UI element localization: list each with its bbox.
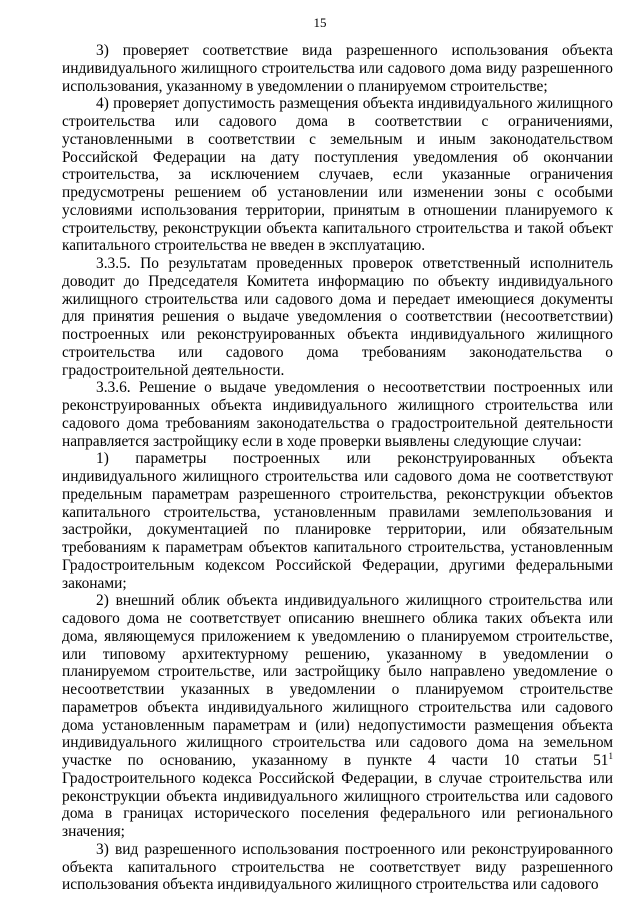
paragraph-3-3-6: 3.3.6. Решение о выдаче уведомления о несоответствии построенных или реконструированных объекта индивидуального жилищного строительства или садового дома требованиям законодательства о градостроительной деятельности направляется застройщику если в ходе проверки выявлены следующие случаи:	[62, 379, 613, 450]
paragraph-case-2-exterior	[62, 592, 613, 841]
paragraph-3-3-5: 3.3.5. По результатам проведенных проверок ответственный исполнитель доводит до Председателя Комитета информацию по объекту индивидуального жилищного строительства или садового дома и передает имеющиеся документы для принятия решения о выдаче уведомления о соответствии (несоответствии) построенных или реконструированных объекта индивидуального жилищного строительства или садового дома требованиям законодательства о градостроительной деятельности.	[62, 255, 613, 379]
paragraph-item-4-check-placement: 4) проверяет допустимость размещения объекта индивидуального жилищного строительства или садового дома в соответствии с ограничениями, установленными в соответствии с земельным и иным законодательством Российской Федерации на дату поступления уведомления об окончании строительства, за исключением случаев, если указанные ограничения предусмотрены решением об установлении или изменении зоны с особыми условиями использования территории, принятым в отношении планируемого к строительству, реконструкции объекта капитального строительства и такой объект капитального строительства не введен в эксплуатацию.	[62, 95, 613, 255]
paragraph-item-3-check-use-type: 3) проверяет соответствие вида разрешенного использования объекта индивидуального жилищного строительства или садового дома виду разрешенного использования, указанному в уведомлении о планируемом строительстве;	[62, 42, 613, 95]
document-body	[62, 42, 613, 894]
paragraph-case-1-parameters: 1) параметры построенных или реконструированных объекта индивидуального жилищного строительства или садового дома не соответствуют предельным параметрам разрешенного строительства, реконструкции объектов капитального строительства, установленным правилами землепользования и застройки, документацией по планировке территории, или обязательным требованиям к параметрам объектов капитального строительства, установленным Градостроительным кодексом Российской Федерации, другими федеральными законами;	[62, 450, 613, 592]
page-number: 15	[313, 15, 327, 30]
paragraph-case-3-use-type: 3) вид разрешенного использования построенного или реконструированного объекта капитального строительства не соответствует виду разрешенного использования объекта индивидуального жилищного строительства или садового	[62, 840, 613, 894]
paragraph-case-2-text-part-1: 2) внешний облик объекта индивидуального жилищного строительства или садового дома не соответствует описанию внешнего облика таких объекта или дома, являющемуся приложением к уведомлению о планируемом строительстве, или типовому архитектурному решению, указанному в уведомлении о планируемом строительстве, или застройщику было направлено уведомление о несоответствии указанных в уведомлении о планируемом строительстве параметров объекта индивидуального жилищного строительства или садового дома установленным параметрам и (или) недопустимости размещения объекта индивидуального жилищного строительства или садового дома на земельном участке по основанию, указанному в пункте 4 части 10 статьи 51	[62, 592, 613, 769]
article-superscript: 1	[608, 751, 613, 761]
paragraph-case-2-text-part-2: Градостроительного кодекса Российской Федерации, в случае строительства или реконструкции объекта индивидуального жилищного строительства или садового дома в границах исторического поселения федерального или регионального значения;	[62, 769, 613, 840]
